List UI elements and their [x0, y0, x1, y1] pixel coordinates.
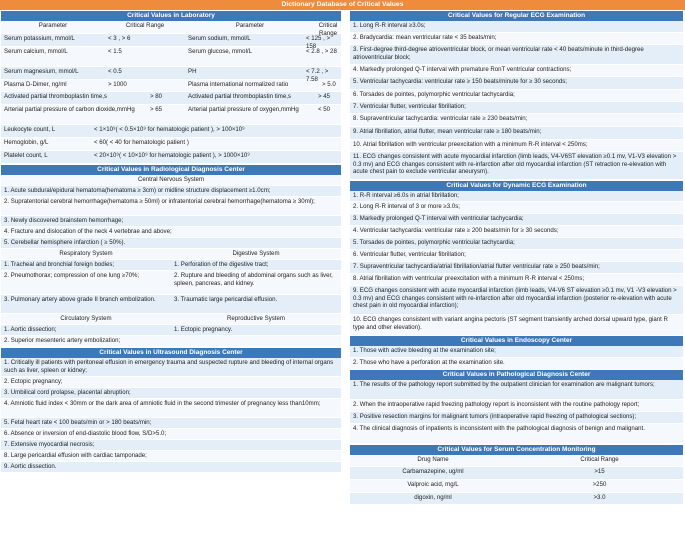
cns-item: 5. Cerebellar hemisphere infarction ( ≥ 50%).	[4, 239, 126, 246]
list-item	[1, 429, 341, 440]
ultra-item: 5. Fetal heart rate < 100 beats/min or > 180 beats/min;	[4, 419, 152, 426]
list-item	[1, 260, 341, 271]
list-item	[350, 152, 683, 180]
list-item	[350, 214, 683, 226]
dynecg-item: 7. Supraventricular tachycardia/atrial fibrillation/atrial flutter ventricular rate ≥ 250 beats/min;	[353, 263, 600, 270]
list-item	[1, 197, 341, 216]
list-item	[350, 77, 683, 90]
dynecg-item: 9. ECG changes consistent with acute myocardial infarction (limb leads, V4-V6 ST elevation ≥0.1 mv, V1 -V3 elevation > 0.3 mv) and ECG changes consistent with re-infarction after old myocardial infarction (posterior re-elevation with acute chest pain in old myocardial infarction);	[353, 287, 677, 310]
lab-range: < 1.5	[108, 48, 122, 55]
list-item	[350, 358, 683, 370]
column-header: Parameter	[38, 22, 68, 29]
lab-parameter: Hemoglobin, g/L	[4, 139, 49, 146]
list-item	[1, 238, 341, 249]
repro-title: Reproductive System	[227, 315, 285, 322]
list-item	[350, 346, 683, 358]
list-item	[350, 102, 683, 114]
drug-name: digoxin, ng/ml	[414, 494, 452, 501]
circ-item: 1. Aortic dissection;	[4, 326, 57, 333]
radiology-header: Critical Values in Radiological Diagnosis Center	[1, 165, 341, 175]
list-item	[350, 21, 683, 33]
column-header: Drug Name	[417, 456, 449, 463]
lab-parameter: Serum glucose, mmol/L	[188, 48, 253, 55]
lab-header: Critical Values in Laboratory	[1, 11, 341, 21]
ultra-item: 9. Aortic dissection.	[4, 463, 57, 470]
pathology-header: Critical Values in Pathological Diagnosis Center	[350, 370, 683, 380]
lab-wide-row	[1, 125, 341, 138]
patho-item: 2. When the intraoperative rapid freezing pathology report is inconsistent with the routine pathology report;	[353, 401, 640, 408]
list-item	[350, 238, 683, 250]
resp-dig-subheader	[1, 249, 341, 260]
list-item	[1, 388, 341, 399]
lab-range: < 60( < 40 for hematologic patient )	[94, 139, 189, 146]
list-item	[350, 114, 683, 127]
resp-title: Respiratory System	[59, 250, 113, 257]
column-header: Critical Range	[580, 456, 619, 463]
lab-range: > 45	[318, 93, 331, 100]
lab-parameter: Plasma D-Dimer, ng/ml	[4, 81, 67, 88]
lab-parameter: Serum calcium, mmol/L	[4, 48, 68, 55]
list-item	[1, 271, 341, 295]
lab-parameter: Activated partial thromboplastin time,s	[188, 93, 291, 100]
drug-range: >15	[594, 468, 605, 475]
patho-item: 4. The clinical diagnosis of inpatients is inconsistent with the pathological diagnosis of benign and malignant.	[353, 425, 645, 432]
lab-range: < 125 , > 158	[306, 35, 331, 50]
drug-range: >250	[592, 481, 607, 488]
lab-parameter: Serum sodium, mmol/L	[188, 35, 251, 42]
dynecg-item: 1. R-R interval ≥6.0s in atrial fibrillation;	[353, 192, 459, 199]
list-item	[350, 262, 683, 274]
list-item	[350, 65, 683, 77]
lab-range: > 1000	[108, 81, 127, 88]
resp-item: 1. Tracheal and bronchial foreign bodies;	[4, 261, 115, 268]
lab-range: > 65	[150, 106, 163, 113]
list-item	[350, 45, 683, 65]
table-row	[350, 480, 683, 493]
lab-range: > 5.0	[322, 81, 336, 88]
cns-item: 1. Acute subdural/epidural hematoma(hematoma ≥ 3cm) or midline structure displacement ≥1.0cm;	[4, 187, 271, 194]
ultra-item: 2. Ectopic pregnancy;	[4, 378, 63, 385]
lab-table-header	[1, 21, 341, 37]
list-item	[350, 90, 683, 102]
dynecg-item: 5. Torsades de pointes, polymorphic ventricular tachycardia;	[353, 239, 515, 246]
list-item	[350, 380, 683, 400]
table-row	[350, 493, 683, 505]
patho-item: 1. The results of the pathology report submitted by the outpatient clinician for examination are malignant tumors;	[353, 381, 655, 388]
drug-name: Carbamazepine, ug/ml	[402, 468, 464, 475]
list-item	[350, 250, 683, 262]
circ-title: Circulatory System	[60, 315, 112, 322]
dynecg-item: 8. Atrial fibrillation with ventricular preexcitation with a minimum R-R interval < 250ms;	[353, 275, 585, 282]
list-item	[1, 451, 341, 462]
resp-item: 2. Pneumothorax; compression of one lung ≥70%;	[4, 272, 140, 279]
lab-range: < 0.5	[108, 68, 122, 75]
list-item	[1, 358, 341, 377]
lab-range: < 20×10⁹( < 10×10⁹ for hematologic patient ), > 1000×10⁹	[94, 152, 250, 159]
lab-row	[1, 92, 341, 105]
list-item	[1, 418, 341, 429]
column-header: Critical Range	[318, 22, 338, 37]
cns-item: 2. Supratentorial cerebral hemorrhage(hematoma ≥ 50ml) or infratentorial cerebral hemorrhage(hematoma ≥ 30ml);	[4, 198, 315, 205]
ultrasound-header: Critical Values in Ultrasound Diagnosis Center	[1, 348, 341, 358]
lab-parameter: Leukocyte count, L	[4, 126, 56, 133]
list-item	[350, 400, 683, 412]
lab-parameter: PH	[188, 68, 197, 75]
table-row	[350, 467, 683, 480]
circ-item: 2. Superior mesenteric artery embolization;	[4, 337, 121, 344]
lab-parameter: Serum potassium, mmol/L	[4, 35, 75, 42]
lab-parameter: Serum magnesium, mmol/L	[4, 68, 79, 75]
lab-range: < 7.2 , > 7.58	[306, 68, 329, 83]
list-item	[350, 33, 683, 45]
dynecg-item: 6. Ventricular flutter, ventricular fibrillation;	[353, 251, 466, 258]
column-header: Parameter	[235, 22, 265, 29]
lab-wide-row	[1, 138, 341, 151]
lab-parameter: Arterial partial pressure of oxygen,mmHg	[188, 106, 299, 113]
list-item	[350, 226, 683, 238]
lab-range: < 3 , > 6	[108, 35, 131, 42]
cns-subheader	[1, 175, 341, 186]
ecg-item: 2. Bradycardia: mean ventricular rate < 35 beats/min;	[353, 34, 497, 41]
list-item	[350, 191, 683, 202]
dig-item: 2. Rupture and bleeding of abdominal organs such as liver, spleen, pancreas, and kidney.	[174, 272, 333, 287]
ecg-item: 9. Atrial fibrillation, atrial flutter, mean ventricular rate ≥ 180 beats/min;	[353, 128, 542, 135]
ecg-item: 3. First-degree third-degree atrioventricular block, or mean ventricular rate < 40 beats/minute in third-degree atrioventricular block;	[353, 46, 644, 61]
list-item	[1, 325, 341, 336]
lab-row	[1, 47, 341, 67]
lab-range: < 1×10⁹( < 0.5×10⁹ for hematologic patient ), > 100×10⁹	[94, 126, 245, 133]
list-item	[350, 315, 683, 336]
dig-title: Digestive System	[232, 250, 280, 257]
ecg-item: 1. Long R-R interval ≥3.0s;	[353, 22, 426, 29]
drug-range: >3.0	[593, 494, 606, 501]
lab-parameter: Activated partial thromboplastin time,s	[4, 93, 107, 100]
serum-table-header	[350, 455, 683, 467]
lab-parameter: Arterial partial pressure of carbon dioxide,mmHg	[4, 106, 135, 113]
drug-name: Valproic acid, mg/L	[407, 481, 459, 488]
list-item	[350, 202, 683, 214]
dig-item: 1. Perforation of the digestive tract;	[174, 261, 269, 268]
list-item	[1, 216, 341, 227]
ultra-item: 4. Amniotic fluid index < 30mm or the dark area of amniotic fluid in the second trimester of pregnancy less than10mm;	[4, 400, 321, 407]
circ-repro-subheader	[1, 314, 341, 325]
dynamic-ecg-header: Critical Values for Dynamic ECG Examination	[350, 181, 683, 191]
dig-item: 3. Traumatic large pericardial effusion.	[174, 296, 278, 303]
lab-row	[1, 67, 341, 83]
lab-row	[1, 105, 341, 125]
ecg-item: 6. Torsades de pointes, polymorphic ventricular tachycardia;	[353, 91, 515, 98]
list-item	[1, 399, 341, 418]
left-column	[1, 11, 341, 473]
ecg-item: 7. Ventricular flutter, ventricular fibrillation;	[353, 103, 466, 110]
lab-row	[1, 80, 341, 92]
ecg-item: 5. Ventricular tachycardia: ventricular rate ≥ 150 beats/minute for ≥ 30 seconds;	[353, 78, 567, 85]
list-item	[1, 295, 341, 314]
dynecg-item: 10. ECG changes consistent with variant angina pectoris (ST segment transiently arched dorsal upward type, giant R type and other elevation).	[353, 316, 668, 331]
ecg-item: 8. Supraventricular tachycardia: ventricular rate ≥ 230 beats/min;	[353, 115, 528, 122]
dynecg-item: 2. Long R-R interval of 3 or more ≥3.0s;	[353, 203, 460, 210]
list-item	[350, 274, 683, 286]
lab-range: < 50	[318, 106, 331, 113]
dynecg-item: 4. Ventricular tachycardia: ventricular rate ≥ 200 beats/min for ≥ 30 seconds;	[353, 227, 559, 234]
ecg-header: Critical Values for Regular ECG Examination	[350, 11, 683, 21]
cns-item: 4. Fracture and dislocation of the neck 4 vertebrae and above;	[4, 228, 172, 235]
list-item	[350, 127, 683, 140]
cns-title: Central Nervous System	[137, 176, 205, 183]
resp-item: 3. Pulmonary artery above grade II branch embolization.	[4, 296, 156, 303]
list-item	[1, 227, 341, 238]
list-item	[1, 440, 341, 451]
list-item	[1, 336, 341, 347]
ecg-item: 11. ECG changes consistent with acute myocardial infarction (limb leads, V4-V6ST elevation ≥0.1 mv, V1-V3 elevation > 0.3 mv) and ECG changes consistent with re-infarction after old myocardial infarction (ST retraction re-elevation with acute chest pain to exclude ventricular aneurysm).	[353, 153, 677, 176]
serum-header: Critical Values for Serum Concentration Monitoring	[350, 445, 683, 455]
list-item	[350, 424, 683, 444]
list-item	[1, 186, 341, 197]
lab-row	[1, 34, 341, 50]
lab-range: < 2.8 , > 28	[306, 48, 337, 55]
ultra-item: 1. Critically ill patients with peritoneal effusion in emergency trauma and suspected rupture and bleeding of internal organs such as liver, spleen or kidney;	[4, 359, 334, 374]
page-title: Dictionary Database of Critical Values	[0, 0, 685, 10]
list-item	[350, 140, 683, 152]
endo-item: 1. Those with active bleeding at the examination site;	[353, 347, 496, 354]
repro-item: 1. Ectopic pregnancy.	[174, 326, 233, 333]
ecg-item: 10. Atrial fibrillation with ventricular preexcitation with a minimum R-R interval < 250ms;	[353, 141, 588, 148]
list-item	[350, 286, 683, 315]
endo-item: 2. Those who have a perforation at the examination site.	[353, 359, 505, 366]
lab-range: > 80	[150, 93, 163, 100]
ecg-item: 4. Markedly prolonged Q-T interval with premature RonT ventricular contractions;	[353, 66, 572, 73]
column-header: Critical Range	[125, 22, 165, 29]
ultra-item: 8. Large pericardial effusion with cardiac tamponade;	[4, 452, 147, 459]
right-column	[350, 11, 683, 505]
lab-parameter: Platelet count, L	[4, 152, 48, 159]
lab-wide-row	[1, 151, 341, 164]
cns-item: 3. Newly discovered brainstem hemorrhage;	[4, 217, 124, 224]
ultra-item: 3. Umbilical cord prolapse, placental abruption;	[4, 389, 131, 396]
list-item	[1, 377, 341, 388]
list-item	[1, 462, 341, 473]
lab-parameter: Plasma international normalized ratio	[188, 81, 289, 88]
endoscopy-header: Critical Values in Endoscopy Center	[350, 336, 683, 346]
patho-item: 3. Positive resection margins for malignant tumors (intraoperative rapid freezing of pathological sections);	[353, 413, 637, 420]
ultra-item: 6. Absence or inversion of end-diastolic blood flow, S/D>5.0;	[4, 430, 167, 437]
ultra-item: 7. Extensive myocardial necrosis;	[4, 441, 95, 448]
list-item	[350, 412, 683, 424]
dynecg-item: 3. Markedly prolonged Q-T interval with ventricular tachycardia;	[353, 215, 524, 222]
repro-item	[171, 336, 341, 346]
